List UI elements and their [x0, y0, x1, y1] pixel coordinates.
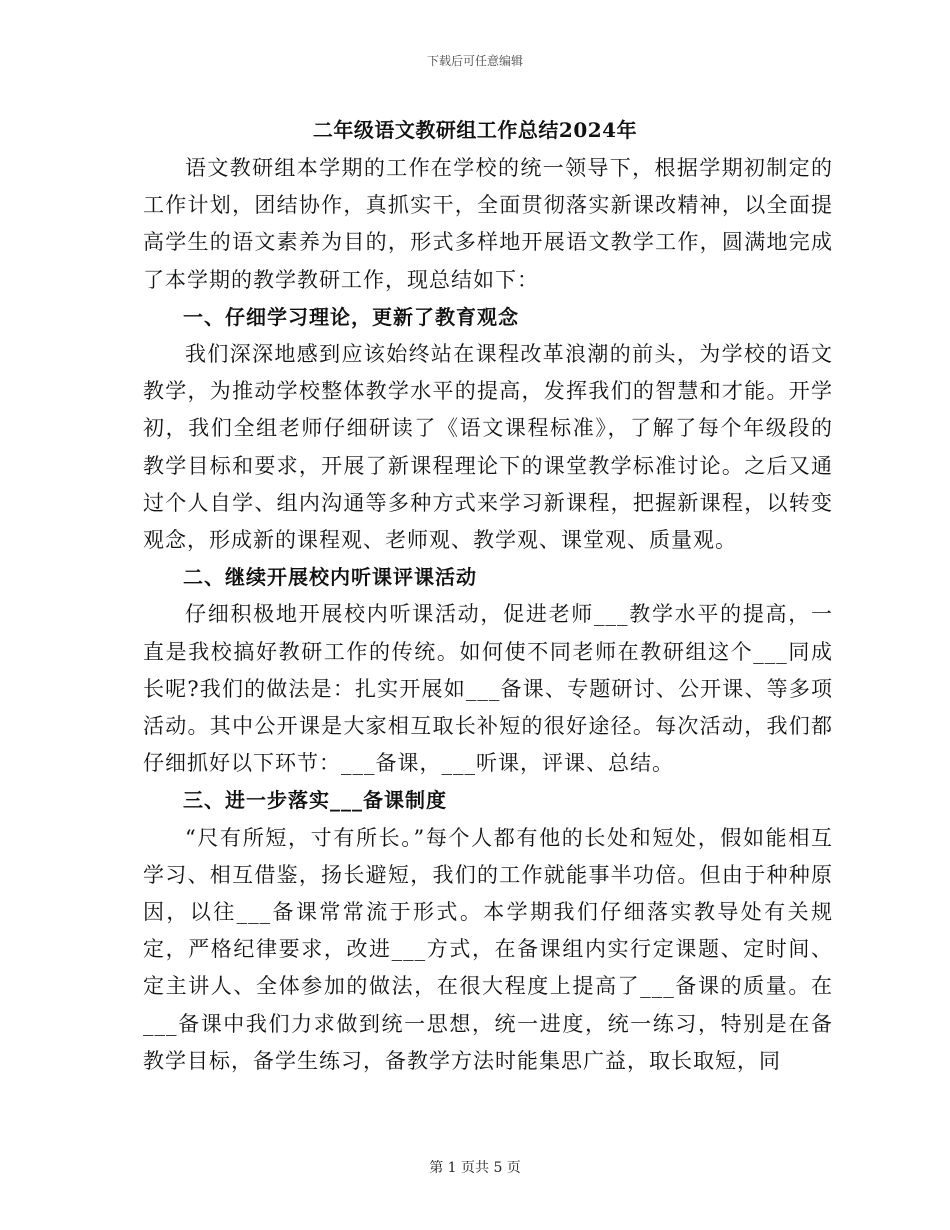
section-3-paragraph: “尺有所短，寸有所长。”每个人都有他的长处和短处，假如能相互学习、相互借鉴，扬长避短，我们的工作就能事半功倍。但由于种种原因，以往___备课常常流于形式。本学期我们仔细落实教导处有关规定，严格纪律要求，改进___方式，在备课组内实行定课题、定时间、定主讲人、全体参加的做法，在很大程度上提高了___备课的质量。在___备课中我们力求做到统一思想，统一进度，统一练习，特别是在备教学目标，备学生练习，备教学方法时能集思广益，取长取短，同: [143, 825, 833, 1073]
page-footer: 第 1 页共 5 页: [429, 1160, 521, 1176]
section-heading-3: 三、进一步落实___备课制度: [183, 788, 447, 813]
page-header: 下载后可任意编辑: [426, 54, 523, 68]
section-heading-2: 二、继续开展校内听课评课活动: [183, 565, 477, 590]
section-1-paragraph: 我们深深地感到应该始终站在课程改革浪潮的前头，为学校的语文教学，为推动学校整体教学水平的提高，发挥我们的智慧和才能。开学初，我们全组老师仔细研读了《语文课程标准》，了解了每个年级段的教学目标和要求，开展了新课程理论下的课堂教学标准讨论。之后又通过个人自学、组内沟通等多种方式来学习新课程，把握新课程，以转变观念，形成新的课程观、老师观、教学观、课堂观、质量观。: [143, 342, 833, 553]
document-body: [143, 150, 833, 1080]
document-title: 二年级语文教研组工作总结2024年: [312, 118, 638, 142]
section-heading-1: 一、仔细学习理论，更新了教育观念: [183, 304, 519, 329]
intro-paragraph: 语文教研组本学期的工作在学校的统一领导下，根据学期初制定的工作计划，团结协作，真抓实干，全面贯彻落实新课改精神，以全面提高学生的语文素养为目的，形式多样地开展语文教学工作，圆满地完成了本学期的教学教研工作，现总结如下：: [143, 156, 833, 292]
section-2-paragraph: 仔细积极地开展校内听课活动，促进老师___教学水平的提高，一直是我校搞好教研工作的传统。如何使不同老师在教研组这个___同成长呢?我们的做法是：扎实开展如___备课、专题研讨、公开课、等多项活动。其中公开课是大家相互取长补短的很好途径。每次活动，我们都仔细抓好以下环节：___备课，___听课，评课、总结。: [143, 602, 833, 776]
